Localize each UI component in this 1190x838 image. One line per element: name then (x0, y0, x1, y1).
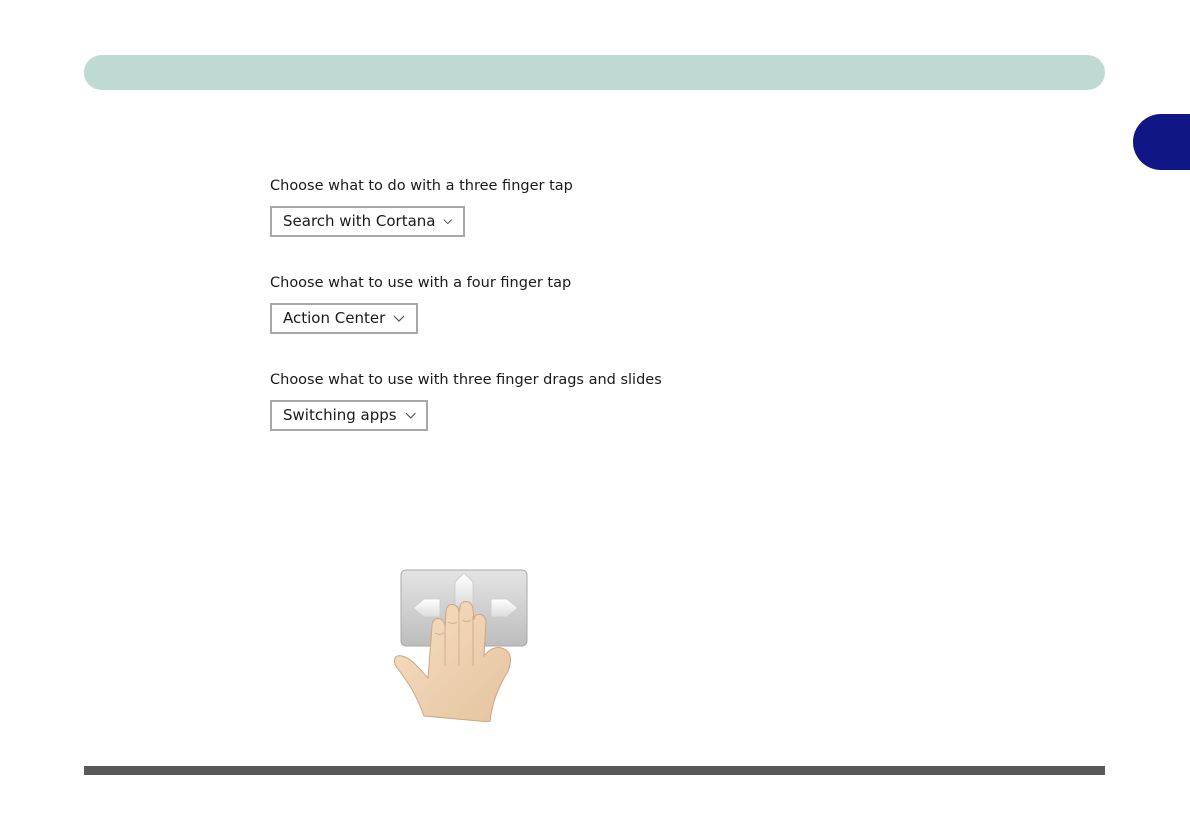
footer-rule (84, 766, 1105, 775)
chevron-down-icon (393, 315, 405, 323)
chapter-tab (1133, 114, 1190, 170)
three-finger-drag-value: Switching apps (283, 406, 397, 424)
three-finger-drag-dropdown[interactable] (270, 400, 428, 431)
three-finger-gesture-illustration (388, 566, 538, 722)
header-band (84, 55, 1105, 90)
chevron-down-icon (405, 412, 416, 420)
four-finger-tap-dropdown[interactable] (270, 303, 418, 334)
three-finger-tap-dropdown[interactable] (270, 206, 465, 237)
three-finger-tap-setting (270, 176, 573, 230)
four-finger-tap-setting (270, 273, 572, 327)
three-finger-drag-label: Choose what to use with three finger drags and slides (270, 372, 662, 388)
three-finger-drag-setting (270, 370, 662, 424)
chevron-down-icon (443, 218, 453, 226)
four-finger-tap-label: Choose what to use with a four finger tap (270, 275, 572, 291)
four-finger-tap-value: Action Center (283, 309, 386, 327)
three-finger-tap-value: Search with Cortana (283, 212, 436, 230)
three-finger-tap-label: Choose what to do with a three finger tap (270, 178, 573, 194)
